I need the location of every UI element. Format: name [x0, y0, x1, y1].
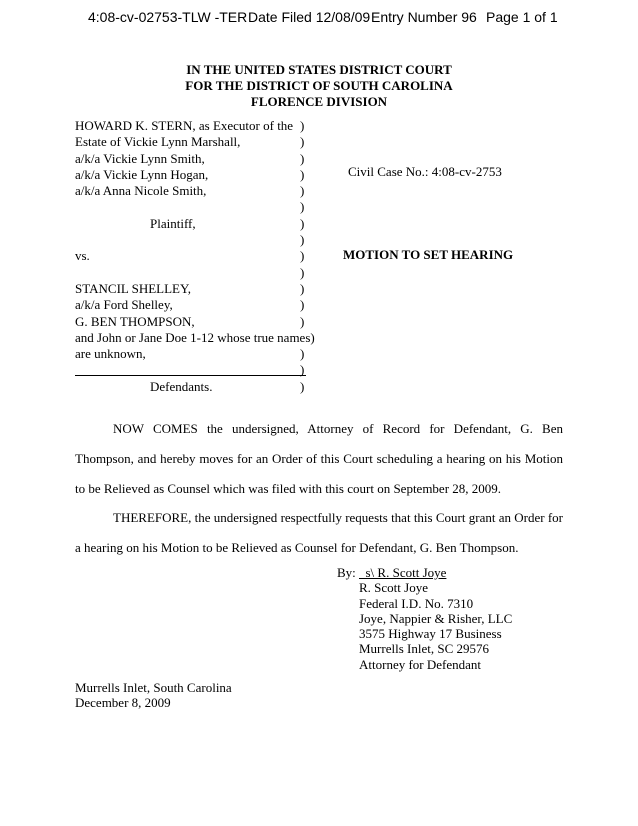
header-date-filed: Date Filed 12/08/09: [248, 9, 371, 25]
electronic-signature: s\ R. Scott Joye: [359, 565, 447, 580]
caption-underline: [75, 375, 306, 376]
header-page: Page 1 of 1: [486, 9, 558, 25]
plaintiff-line: HOWARD K. STERN, as Executor of the: [75, 118, 294, 133]
caption-paren: ): [300, 248, 305, 264]
caption-paren: ): [300, 215, 305, 231]
motion-title: MOTION TO SET HEARING: [343, 247, 514, 262]
caption-paren: ): [300, 118, 305, 133]
signing-place: Murrells Inlet, South Carolina: [75, 680, 232, 695]
signature-block: [337, 565, 512, 672]
caption-paren: ): [300, 313, 305, 329]
defendant-line: STANCIL SHELLEY,: [75, 280, 191, 296]
plaintiff-line: a/k/a Vickie Lynn Hogan,: [75, 166, 209, 182]
caption-paren: ): [300, 166, 305, 182]
caption-paren: ): [300, 378, 305, 394]
defendant-line: G. BEN THOMPSON,: [75, 313, 195, 329]
caption-paren: ): [300, 199, 305, 215]
defendant-label: Defendants.: [150, 378, 213, 394]
address-line-2: Murrells Inlet, SC 29576: [359, 641, 489, 657]
caption-paren: ): [300, 346, 305, 362]
header-entry-number: Entry Number 96: [371, 9, 477, 25]
attorney-name: R. Scott Joye: [359, 580, 428, 596]
court-title-line3: FLORENCE DIVISION: [250, 94, 388, 109]
caption-paren: ): [300, 264, 305, 280]
caption-parentheses: [300, 118, 304, 395]
address-line-1: 3575 Highway 17 Business: [359, 626, 502, 642]
plaintiff-line: Estate of Vickie Lynn Marshall,: [75, 134, 241, 150]
by-label: By:: [337, 565, 356, 580]
defendant-line: a/k/a Ford Shelley,: [75, 297, 173, 313]
law-firm: Joye, Nappier & Risher, LLC: [359, 610, 513, 626]
court-title: [0, 62, 638, 110]
body-paragraph-2: THEREFORE, the undersigned respectfully requests that this Court grant an Order for a hearing on his Motion to be Relieved as Counsel for Defendant, G. Ben Thompson.: [75, 510, 563, 555]
plaintiff-label: Plaintiff,: [150, 215, 196, 231]
caption-paren: ): [300, 183, 305, 199]
attorney-role: Attorney for Defendant: [359, 656, 482, 672]
federal-id: Federal I.D. No. 7310: [359, 595, 474, 611]
civil-case-number: Civil Case No.: 4:08-cv-2753: [348, 164, 502, 179]
court-title-line1: IN THE UNITED STATES DISTRICT COURT: [186, 62, 452, 77]
place-and-date: [75, 680, 232, 711]
signing-date: December 8, 2009: [75, 695, 171, 711]
header-case-number: 4:08-cv-02753-TLW -TER: [88, 9, 248, 25]
case-caption-parties: [75, 118, 315, 395]
body-paragraph-1: NOW COMES the undersigned, Attorney of Record for Defendant, G. Ben Thompson, and hereby moves for an Order of this Court scheduling a hearing on his Motion to be Relieved as Counsel which was filed with this court on September 28, 2009.: [75, 421, 563, 496]
plaintiff-line: a/k/a Anna Nicole Smith,: [75, 183, 207, 199]
versus-label: vs.: [75, 248, 90, 264]
caption-paren: ): [300, 150, 305, 166]
defendant-line: and John or Jane Doe 1-12 whose true names): [75, 329, 315, 345]
caption-paren: ): [300, 362, 305, 378]
caption-paren: ): [300, 232, 305, 248]
caption-paren: ): [300, 134, 305, 150]
caption-paren: ): [300, 280, 305, 296]
defendant-line: are unknown,: [75, 346, 146, 362]
court-title-line2: FOR THE DISTRICT OF SOUTH CAROLINA: [185, 78, 453, 93]
caption-paren: ): [300, 297, 305, 313]
plaintiff-line: a/k/a Vickie Lynn Smith,: [75, 150, 205, 166]
